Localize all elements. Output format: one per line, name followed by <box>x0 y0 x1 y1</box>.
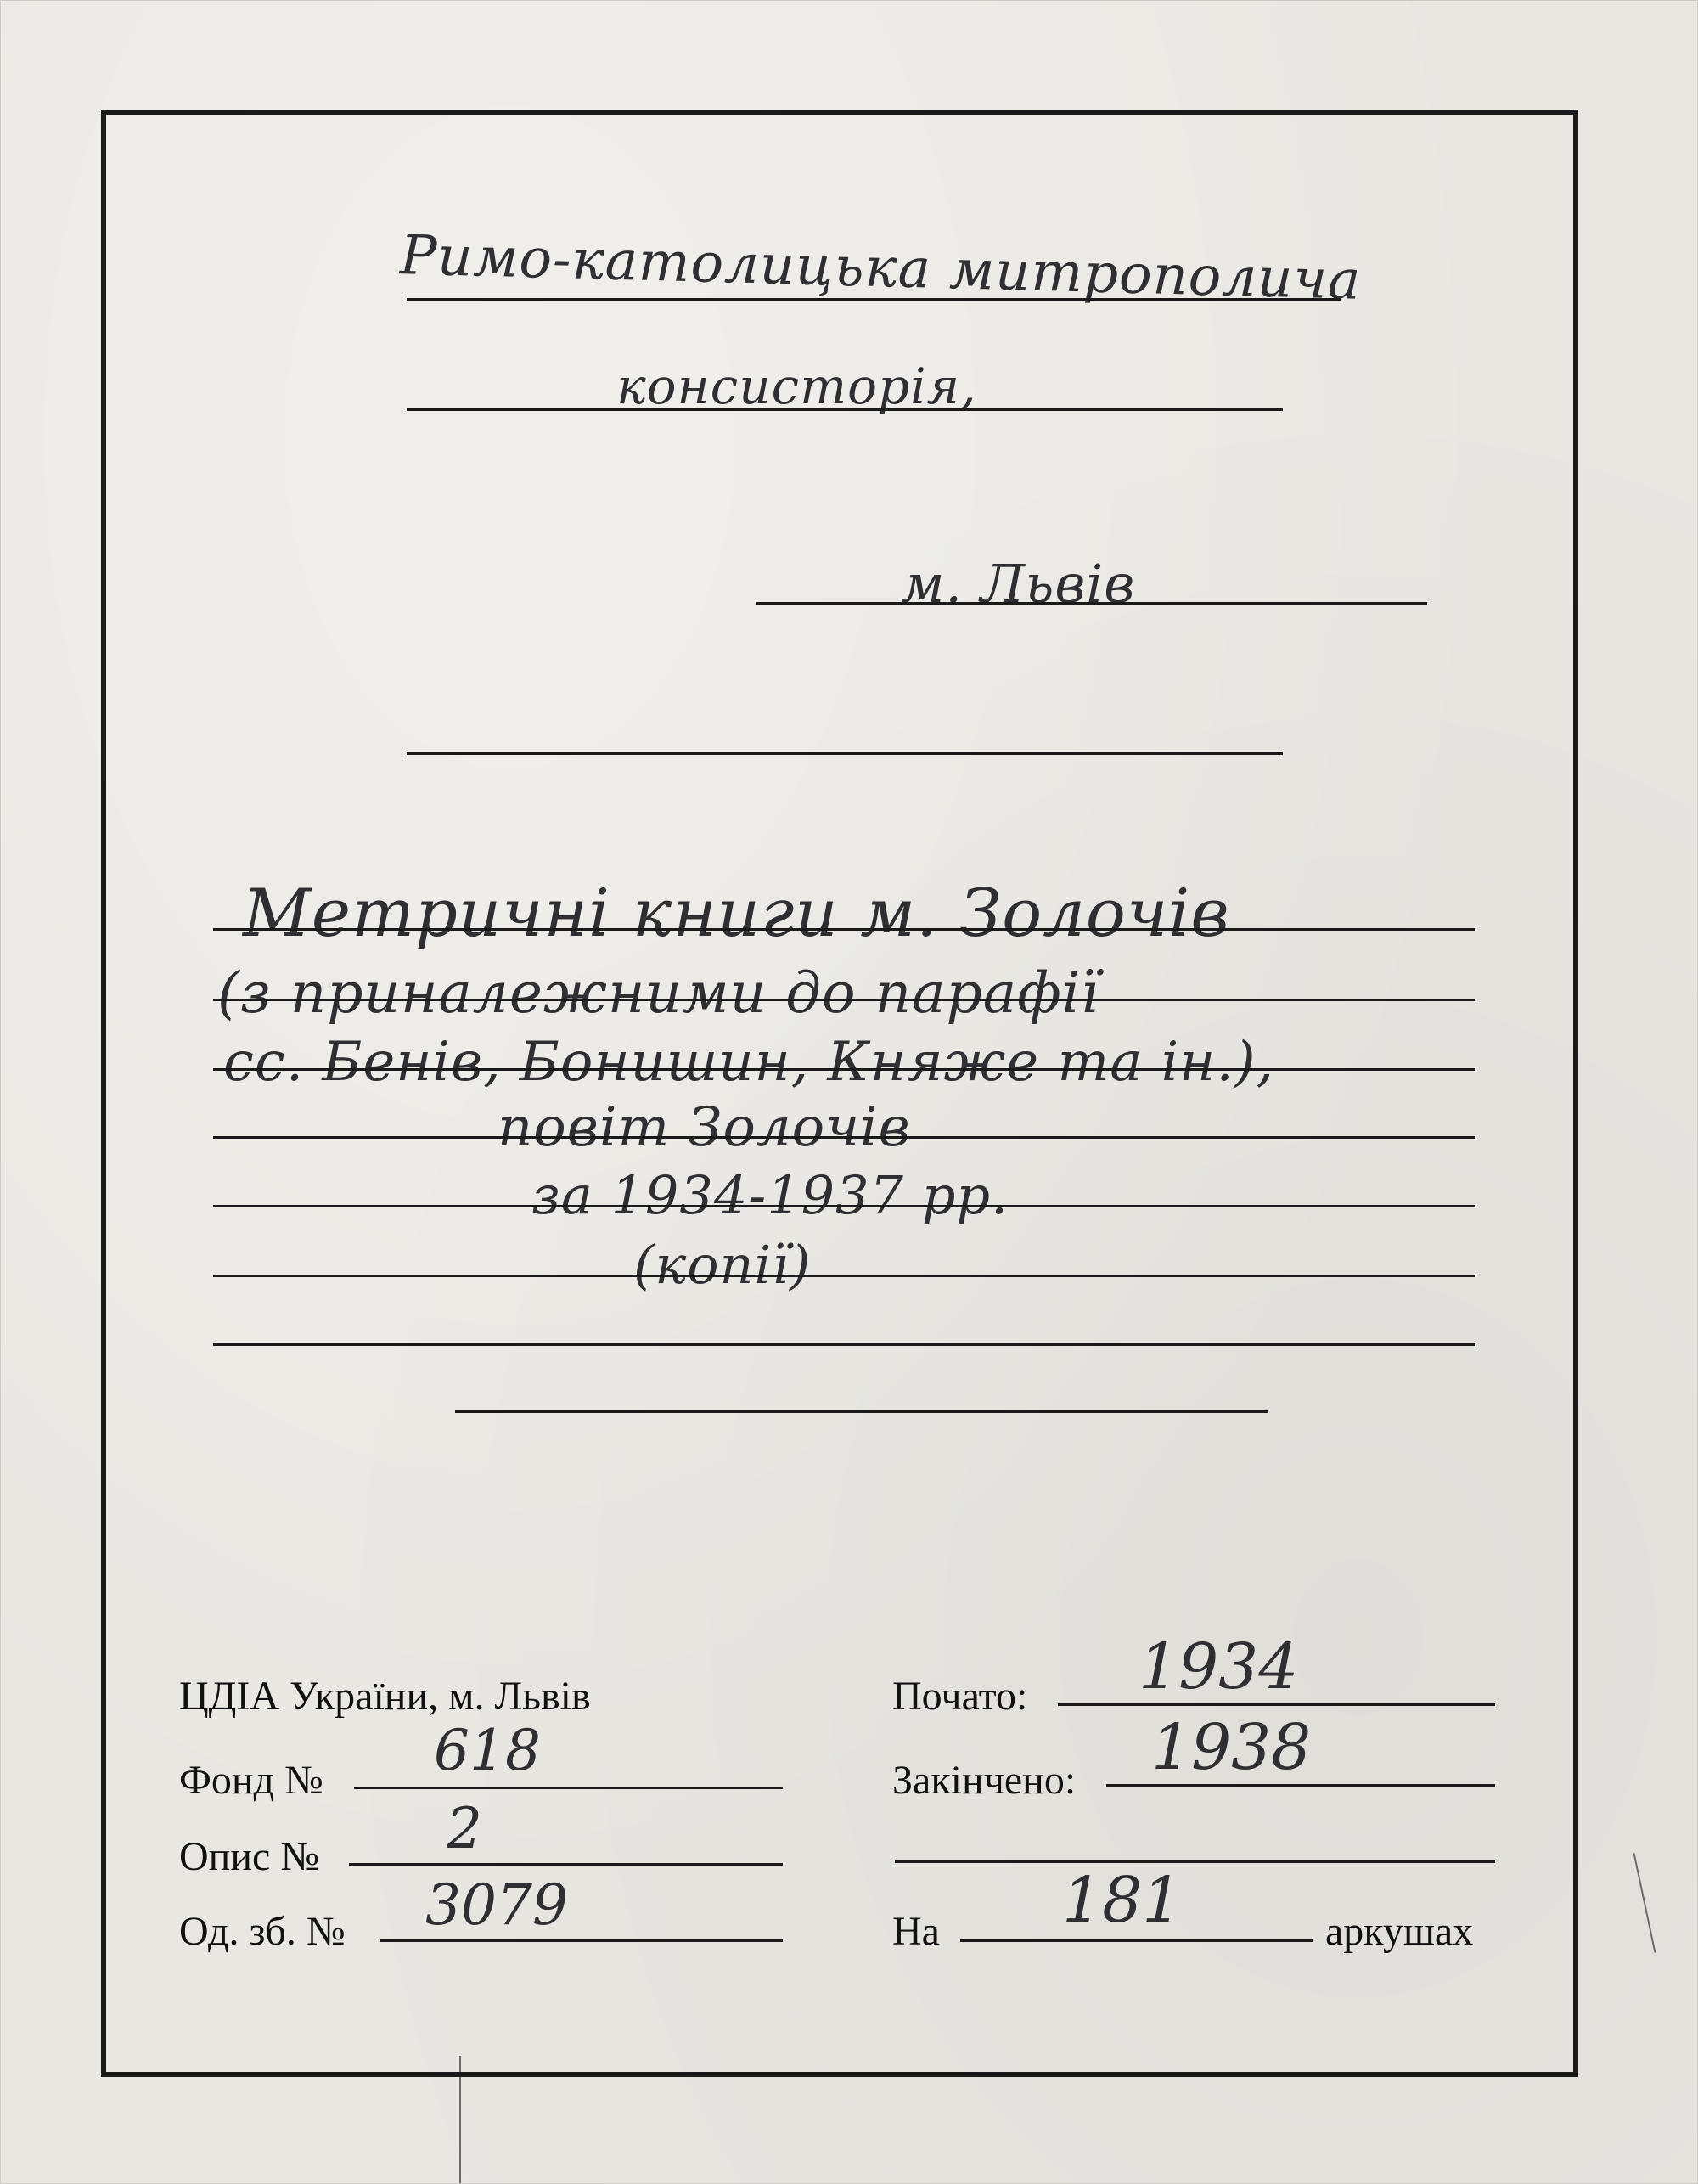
sheets-suffix: аркушах <box>1325 1909 1474 1954</box>
blank-rule <box>895 1860 1495 1863</box>
fond-rule <box>354 1787 783 1789</box>
paper-crease-mark <box>1633 1853 1656 1953</box>
started-value: 1934 <box>1139 1630 1299 1703</box>
started-rule <box>1058 1703 1495 1706</box>
started-label: Почато: <box>892 1674 1028 1719</box>
title-rule-2 <box>213 999 1475 1001</box>
title-rule-7 <box>213 1343 1475 1346</box>
ended-label: Закінчено: <box>892 1758 1077 1803</box>
title-line-1: Метричні книги м. Золочів <box>243 875 1230 952</box>
ended-value: 1938 <box>1151 1711 1312 1784</box>
title-rule-6 <box>213 1275 1475 1277</box>
opys-rule <box>349 1863 783 1866</box>
item-label: Од. зб. № <box>179 1909 346 1954</box>
title-rule-8 <box>455 1410 1268 1413</box>
header-rule-3 <box>756 602 1427 605</box>
title-rule-4 <box>213 1136 1475 1139</box>
item-value: 3079 <box>425 1872 568 1938</box>
fond-label: Фонд № <box>179 1758 323 1803</box>
header-rule-2 <box>407 408 1283 411</box>
institution-line-1: Римо-католицька митрополича <box>399 224 1363 312</box>
title-line-5: за 1934-1937 рр. <box>531 1164 1009 1226</box>
archive-name: ЦДІА України, м. Львів <box>179 1674 591 1719</box>
header-rule-1 <box>407 298 1341 301</box>
ended-rule <box>1106 1784 1495 1787</box>
opys-label: Опис № <box>179 1834 320 1879</box>
header-rule-4 <box>407 752 1283 755</box>
title-line-2: (з приналежними до парафії <box>217 960 1099 1026</box>
title-rule-1 <box>213 928 1475 931</box>
opys-value: 2 <box>447 1796 482 1861</box>
item-rule <box>380 1939 783 1942</box>
title-line-6: (копії) <box>633 1234 812 1296</box>
city-line: м. Львів <box>901 553 1136 615</box>
institution-line-2: консисторія, <box>616 357 977 415</box>
title-line-3: сс. Бенів, Бонишин, Княже та ін.), <box>223 1031 1274 1094</box>
sheets-count: 181 <box>1062 1864 1183 1937</box>
sheets-prefix: На <box>892 1909 940 1954</box>
sheets-rule <box>960 1939 1313 1942</box>
title-line-4: повіт Золочів <box>498 1096 911 1159</box>
title-rule-3 <box>213 1068 1475 1071</box>
title-rule-5 <box>213 1205 1475 1207</box>
fond-value: 618 <box>434 1718 541 1783</box>
